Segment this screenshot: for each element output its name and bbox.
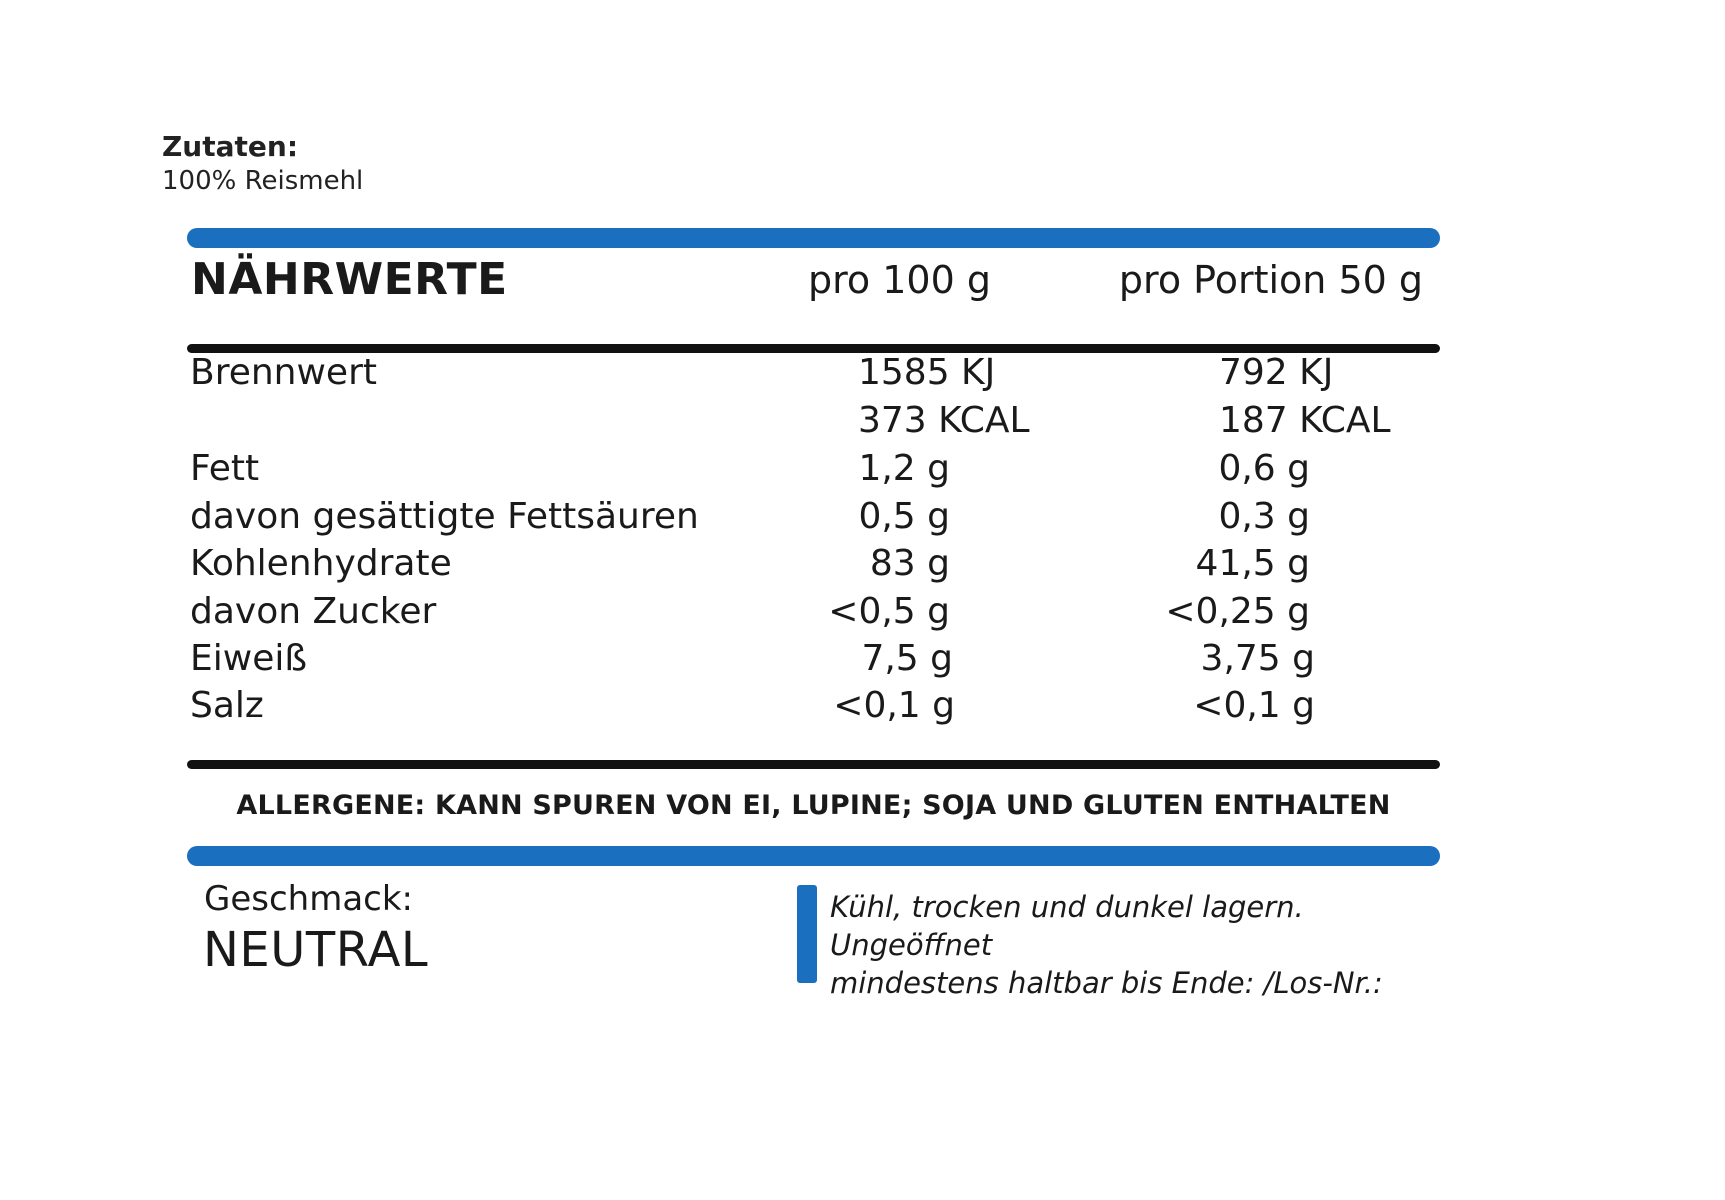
table-row: [187, 635, 1440, 683]
row-label: davon Zucker: [190, 591, 437, 632]
storage-line-2: mindestens haltbar bis Ende: /Los-Nr.:: [830, 966, 1383, 1000]
row-label: Brennwert: [190, 352, 377, 393]
taste-label: Geschmack:: [204, 879, 414, 919]
bottom-rule: [187, 760, 1440, 769]
value-per-portion: 0,3 g: [1218, 496, 1310, 537]
value-per-portion: 3,75 g: [1200, 638, 1315, 679]
value-per-portion: 187 KCAL: [1219, 400, 1391, 441]
taste-value: NEUTRAL: [203, 922, 429, 978]
row-label: Salz: [190, 685, 264, 726]
top-blue-bar: [187, 228, 1440, 248]
value-per-portion: <0,1 g: [1193, 685, 1315, 726]
ingredients-text: 100% Reismehl: [162, 166, 364, 196]
table-row: [187, 445, 1440, 493]
row-label: Fett: [190, 448, 260, 489]
storage-line-1: Kühl, trocken und dunkel lagern. Ungeöffnet: [830, 890, 1304, 962]
allergens-notice: ALLERGENE: KANN SPUREN VON EI, LUPINE; SOJA UND GLUTEN ENTHALTEN: [236, 790, 1391, 821]
value-per-100g: 373 KCAL: [858, 400, 1030, 441]
value-per-100g: 7,5 g: [861, 638, 953, 679]
storage-note: [830, 888, 1450, 1002]
value-per-portion: 41,5 g: [1195, 543, 1310, 584]
value-per-portion: 792 KJ: [1219, 352, 1334, 393]
value-per-portion: 0,6 g: [1218, 448, 1310, 489]
table-row: [187, 349, 1440, 397]
table-row: [187, 493, 1440, 541]
value-per-100g: <0,5 g: [828, 591, 950, 632]
nutrition-title: NÄHRWERTE: [191, 254, 508, 305]
ingredients-heading: Zutaten:: [162, 130, 299, 163]
table-row: [187, 397, 1440, 445]
value-per-100g: 83 g: [869, 543, 950, 584]
column-header-per-100g: pro 100 g: [808, 258, 991, 302]
row-label: Eiweiß: [190, 638, 308, 679]
value-per-100g: 1,2 g: [858, 448, 950, 489]
value-per-100g: 1585 KJ: [858, 352, 996, 393]
value-per-100g: 0,5 g: [858, 496, 950, 537]
storage-accent-bar: [797, 885, 817, 983]
row-label: davon gesättigte Fettsäuren: [190, 496, 699, 537]
value-per-100g: <0,1 g: [833, 685, 955, 726]
table-row: [187, 540, 1440, 588]
table-row: [187, 682, 1440, 730]
middle-blue-bar: [187, 846, 1440, 866]
column-header-per-portion: pro Portion 50 g: [1118, 258, 1423, 302]
ingredients-block: [162, 130, 363, 198]
table-row: [187, 588, 1440, 636]
value-per-portion: <0,25 g: [1165, 591, 1310, 632]
row-label: Kohlenhydrate: [190, 543, 452, 584]
